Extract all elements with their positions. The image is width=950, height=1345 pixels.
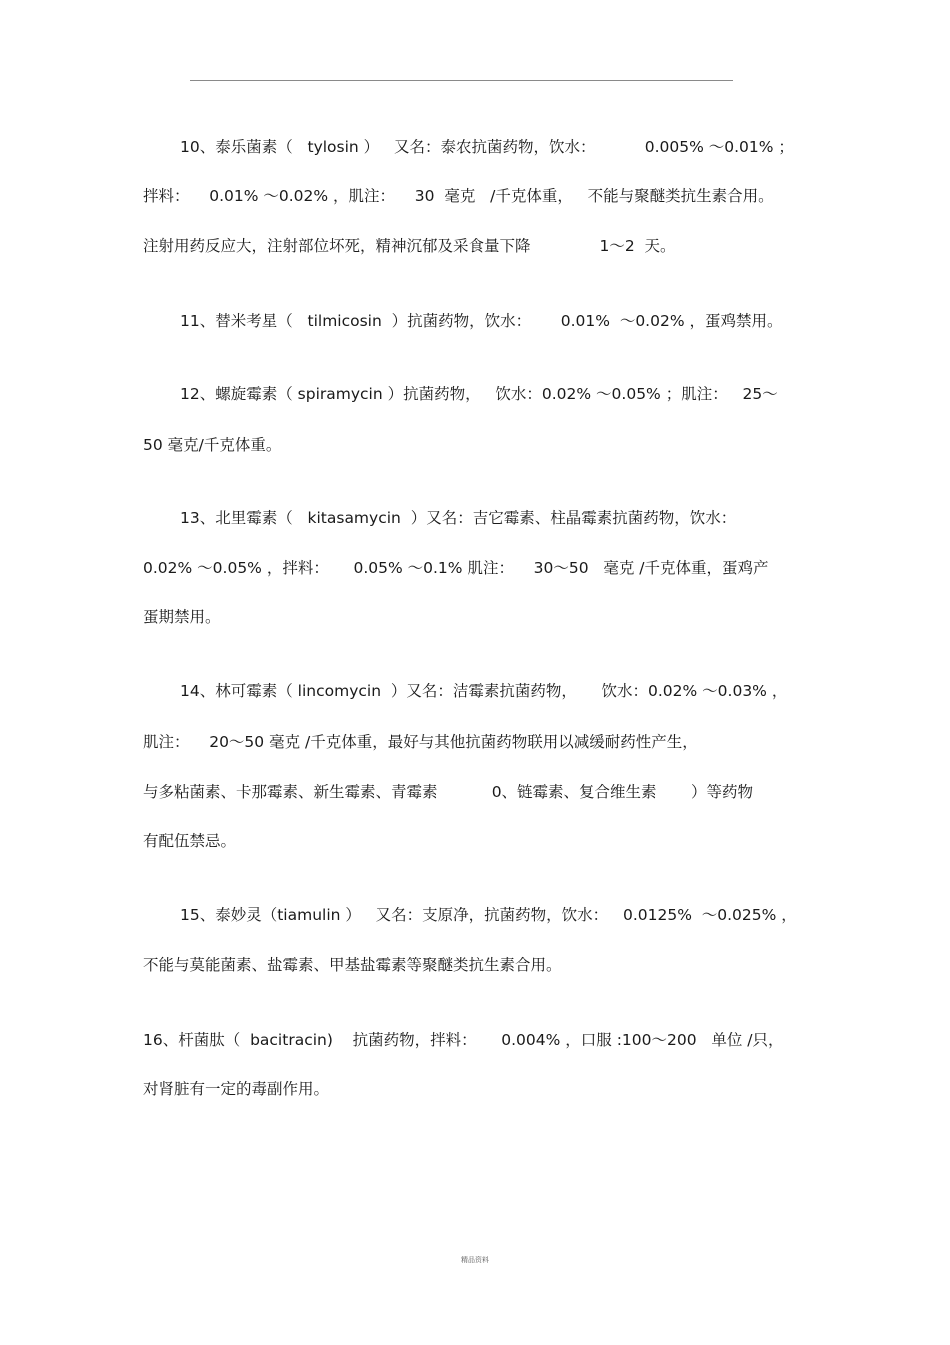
paragraph-line: 15、泰妙灵（tiamulin ） 又名：支原净，抗菌药物，饮水： 0.0125% ～0.025% ， xyxy=(180,906,797,924)
paragraph-line: 14、林可霉素（ lincomycin ）又名：洁霉素抗菌药物， 饮水：0.02% ～0.03% ， xyxy=(180,682,788,700)
paragraph-line: 50 毫克/千克体重。 xyxy=(143,436,282,454)
paragraph-line: 与多粘菌素、卡那霉素、新生霉素、青霉素 0、链霉素、复合维生素 ）等药物 xyxy=(143,783,754,801)
paragraph-line: 12、螺旋霉素（ spiramycin ）抗菌药物， 饮水：0.02% ～0.05% ；肌注： 25～ xyxy=(180,385,778,403)
paragraph-line: 10、泰乐菌素（ tylosin ） 又名：泰农抗菌药物，饮水： 0.005% ～0.01% ； xyxy=(180,138,794,156)
paragraph-line: 拌料： 0.01% ～0.02% ，肌注： 30 毫克 /千克体重， 不能与聚醚类抗生素合用。 xyxy=(143,187,774,205)
paragraph-line: 蛋期禁用。 xyxy=(143,608,221,626)
paragraph-line: 注射用药反应大，注射部位坏死，精神沉郁及采食量下降 1～2 天。 xyxy=(143,237,676,255)
paragraph-line: 0.02% ～0.05% ，拌料： 0.05% ～0.1% 肌注： 30～50 毫克 /千克体重，蛋鸡产 xyxy=(143,559,769,577)
paragraph-line: 有配伍禁忌。 xyxy=(143,832,237,850)
paragraph-line: 11、替米考星（ tilmicosin ）抗菌药物，饮水： 0.01% ～0.02% ，蛋鸡禁用。 xyxy=(180,312,783,330)
paragraph-line: 对肾脏有一定的毒副作用。 xyxy=(143,1080,330,1098)
paragraph-line: 肌注： 20～50 毫克 /千克体重，最好与其他抗菌药物联用以减缓耐药性产生， xyxy=(143,733,698,751)
paragraph-line: 16、杆菌肽（ bacitracin) 抗菌药物，拌料： 0.004% ，口服 :100～200 单位 /只， xyxy=(143,1031,784,1049)
paragraph-line: 不能与莫能菌素、盐霉素、甲基盐霉素等聚醚类抗生素合用。 xyxy=(143,956,562,974)
header-rule xyxy=(190,80,733,81)
page-footer: 精品资料 xyxy=(461,1256,489,1264)
paragraph-line: 13、北里霉素（ kitasamycin ）又名：吉它霉素、柱晶霉素抗菌药物，饮水： xyxy=(180,509,737,527)
